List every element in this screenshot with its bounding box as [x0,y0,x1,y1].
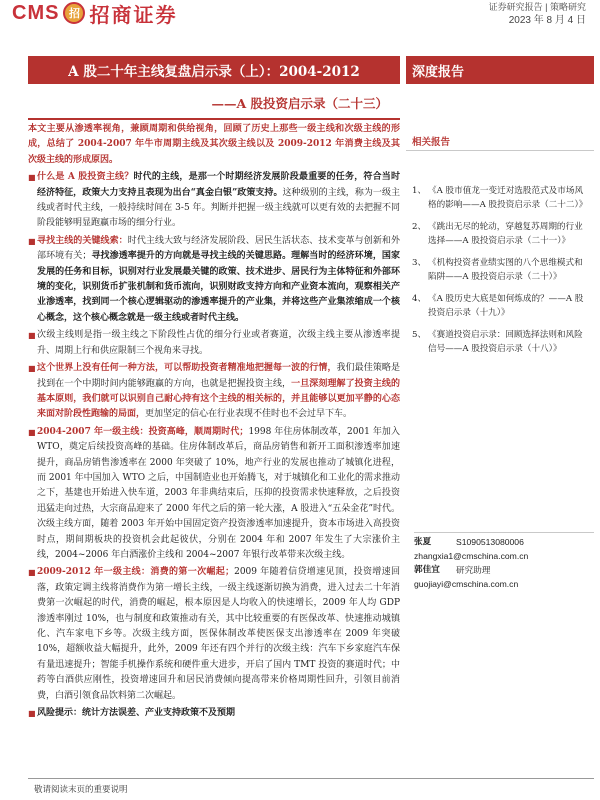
logo-cn: 招商证券 [89,2,178,27]
bullet-text: 这种级别的主线，称为一级主线或者时代主线，一般持续时间在 3-5 年。判断并把握一级主线就可以更有效的去把握不同阶段能够明显跑赢市场的细分行业。 [37,187,400,229]
bullet-text: 时代主线大致与经济发展阶段、居民生活状态、技术变革与创新和外部环境有关； [37,235,400,262]
report-date: 2023 年 8 月 4 日 [508,15,586,26]
report-title: A 股二十年主线复盘启示录（上）：2004-2012 [28,56,400,84]
analyst-role: 研究助理 [456,565,491,575]
related-reports-list [412,184,588,364]
related-num: 4、 [412,294,427,304]
main-content [28,122,400,721]
bullet-square-icon: ■ [28,331,36,341]
bullet-bold-red: 一旦深刻理解了投资主线的基本原则，我们就可以识别自己耐心持有这个主线的相关标的，并且能够以更加平静的心态来面对阶段性跑输的局面， [37,378,400,420]
section-tag: 深度报告 [406,56,594,84]
analyst-name: 张夏 [414,537,432,547]
bullet-head: 2004-2007 年一级主线：投资高峰，顺周期时代； [37,426,249,437]
bullet-item [28,170,400,232]
analyst-name: 郭佳宜 [414,565,440,575]
bullet-square-icon: ■ [28,568,36,578]
logo-en: CMS [12,1,60,24]
bullet-head: 寻找主线的关键线索： [37,235,128,246]
bullet-square-icon: ■ [28,709,36,719]
bullet-item [28,234,400,326]
footer-divider [28,778,594,779]
bullet-head: 2009-2012 年一级主线：消费的第一次崛起； [37,567,235,578]
logo-badge-icon: 招 [63,2,85,24]
related-divider [406,150,594,151]
bullet-text: 次级主线则是指一级主线之下阶段性占优的细分行业或者赛道，次级主线主要从渗透率提升、周期上行和供应限制三个视角来寻找。 [37,330,400,356]
analyst-row [414,563,594,577]
bullet-bold: 寻找渗透率提升的方向就是寻找主线的关键思路。理解当时的经济环境，国家发展的任务和目标，识别对行业发展最关键的政策、技术进步、居民行为主体特征和外部环境的变化，识别货币扩张机制和货币流向，识别财政支持方向和产业资本流向，观察相关产业渗透率，找到同一个核心逻辑驱动的渗透率提升的产业集，并将这些产业集浓缩成一个核心概念，这个核心概念就是一级主线或者时代主线。 [37,251,400,323]
bullet-item-risk [28,706,400,721]
related-report-item[interactable] [412,220,588,248]
abstract: 本文主要从渗透率视角，兼顾周期和供给视角，回顾了历史上那些一级主线和次级主线的形成，总结了 2004-2007 年牛市周期主线及其次级主线以及 2009-2012 年消费主线及其次级主线的形成原因。 [28,124,400,165]
bullet-bold: 统计方法误差、产业支持政策不及预期 [82,708,236,719]
analyst-row [414,535,594,549]
footer-note: 敬请阅读末页的重要说明 [34,785,128,795]
bullet-item [28,361,400,423]
related-report-item[interactable] [412,328,588,356]
report-type: 证券研究报告 | 策略研究 [488,2,586,12]
company-logo [12,0,177,26]
related-num: 1、 [412,186,427,196]
related-num: 2、 [412,222,427,232]
bullet-square-icon: ■ [28,236,36,246]
analyst-email[interactable]: guojiayi@cmschina.com.cn [414,579,519,589]
analyst-id: S1090513080006 [456,537,524,547]
bullet-square-icon: ■ [28,364,36,374]
analyst-email[interactable]: zhangxia1@cmschina.com.cn [414,551,529,561]
bullet-bold: 时代的主线，是那一个时期经济发展阶段最重要的任务，符合当时经济特征，政策大力支持且表现为出台“真金白银”政策支持。 [37,172,400,198]
bullet-square-icon: ■ [28,173,36,183]
related-num: 5、 [412,330,427,340]
bullet-item [28,425,400,564]
related-report-item[interactable] [412,256,588,284]
related-num: 3、 [412,258,427,268]
bullet-text: 更加坚定的信心在行业表现不佳时也不会过早下车。 [145,409,353,420]
bullet-item [28,565,400,704]
related-title[interactable]: 《跳出无尽的轮动，穿越复苏周期的行业选择——A 股投资启示录（二十一）》 [428,222,583,246]
bullet-text: 1998 年住房体制改革，2001 年加入 WTO，奠定后续投资高峰的基础。住房体制改革后，商品房销售和新开工面积渗透率加速提升，商品房销售渗透率在 2000 年突破了 10%，地产行业的发展也推动了城镇化进程，而 2001 年中国加入 WTO 之后，中国制造业也开始腾飞，对于城镇化和工业化的需求推动之下，基建也开始进入快车道，2003 年非典结束后，压抑的投资需求快速释放，之后投资迅猛走向过热，大宗商品迎来了 2000 年代之后的第一轮大涨，A 股进入“五朵金花”时代。次级主线方面，随着 2003 年开始中国固定资产投资渗透率加速提升，资本市场进入高投资时点，期间期板块的投资机会此起彼伏，分别在 2004 年和 2007 年发生了大宗涨价主线，2004~2006 年白酒涨价主线和 2004~2007 年银行改革带来次级主线。 [37,426,401,560]
bullet-item [28,328,400,359]
report-meta [489,0,586,28]
related-title[interactable]: 《A 股市值龙一变迁对选股范式及市场风格的影响——A 股投资启示录（二十二）》 [428,186,588,210]
bullet-head: 什么是 A 股投资主线？ [37,172,134,183]
bullet-bold-red: 这个世界上没有任何一种方法，可以帮助投资者精准地把握每一波的行情， [37,363,337,374]
title-divider [28,118,400,120]
bullet-text: 我们最佳策略是找到在一个中期时间内能够跑赢的方向，也就是把握投资主线， [37,363,400,389]
report-subtitle: ——A 股投资启示录（二十三） [211,96,388,111]
related-title[interactable]: 《A 股历史大底是如何炼成的？——A 股投资启示录（十九）》 [428,294,584,318]
related-reports-label: 相关报告 [412,137,451,148]
related-report-item[interactable] [412,292,588,320]
related-report-item[interactable] [412,184,588,212]
bullet-head: 风险提示： [37,708,83,719]
related-title[interactable]: 《赛道投资启示录：回顾选择法则和风险信号——A 股投资启示录（十八）》 [428,330,583,354]
analyst-contacts [414,530,594,591]
bullet-square-icon: ■ [28,427,36,437]
bullet-text: 2009 年随着信贷增速见顶，投资增速回落，政策定调主线将消费作为第一增长主线，一级主线逐渐切换为消费，进入过去二十年消费第一次崛起的时代，消费的崛起，根本原因是人均收入的快速增长，2009 年人均 GDP 渗透率刚过 10%，也与制度和政策推动有关，其中比较重要的有医保改革、快速推动城镇化、汽车家电下乡等。次级主线方面，医保体制改革使医保支出渗透率在 2009 年突破 10%，超额收益大幅提升，此外，2009 年还有四个并行的次级主线：汽车下乡家庭汽车保有量迅速提升；智能手机操作系统和硬件重大进步，开启了国内 TMT 投资的赛道时代；中药等白酒供应刚性，投资增速回升和居民消费倾向提高带来价格周期性回升，引领目前消费，白酒引领食品饮料第二次崛起。 [37,567,400,701]
related-title[interactable]: 《机构投资者业绩实图的八个思维模式和陷阱——A 股投资启示录（二十）》 [428,258,583,282]
contact-divider [414,532,594,533]
